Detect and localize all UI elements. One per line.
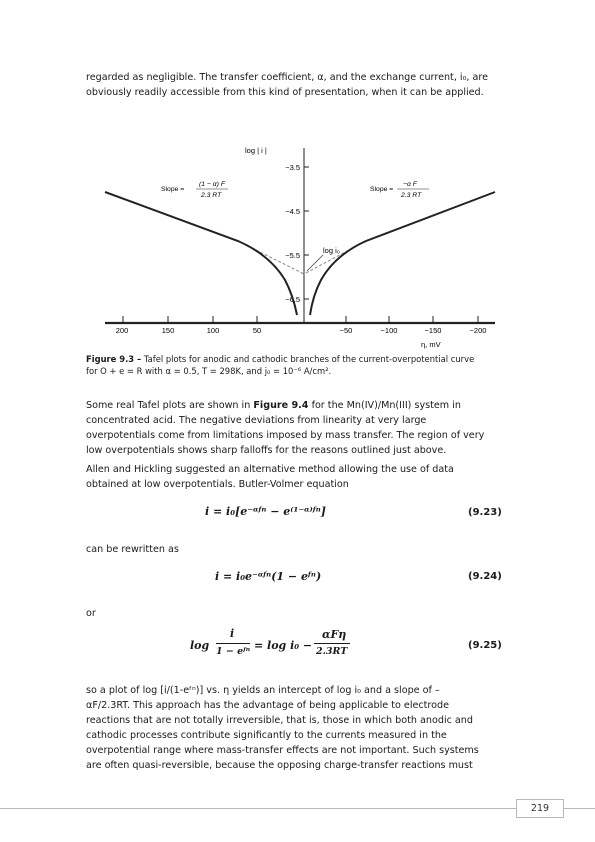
para2-line: concentrated acid. The negative deviations from linearity at very large — [86, 415, 427, 426]
x-tick-label: −50 — [339, 326, 353, 335]
x-tick-label: 50 — [252, 326, 262, 335]
para4-line: are often quasi-reversible, because the opposing charge-transfer reactions must — [86, 760, 473, 771]
x-tick-label: 100 — [206, 326, 220, 335]
eq925-frac2-bar — [314, 643, 350, 644]
eq925-frac1-den: 1 − eᶠⁿ — [216, 646, 251, 657]
para3-line: obtained at low overpotentials. Butler-Volmer equation — [86, 479, 349, 490]
para4-line: overpotential range where mass-transfer effects are not important. Such systems — [86, 745, 479, 756]
equation-9-23-number: (9.23) — [468, 507, 502, 518]
intro-line-1: regarded as negligible. The transfer coefficient, α, and the exchange current, i₀, are — [86, 72, 489, 83]
eq925-frac1-bar — [216, 643, 250, 644]
or-text: or — [86, 608, 96, 619]
caption-text-1: Tafel plots for anodic and cathodic branches of the current-overpotential curve — [141, 354, 475, 364]
para2-line: low overpotentials shows sharp falloffs for the reasons outlined just above. — [86, 445, 447, 456]
para4-line: cathodic processes contribute significantly to the currents measured in the — [86, 730, 447, 741]
slope-right-prefix: Slope = — [370, 186, 394, 193]
equation-9-23: i = i₀[e⁻ᵅᶠⁿ − e⁽¹⁻ᵅ⁾ᶠⁿ] — [205, 505, 327, 518]
anodic-branch-curve — [105, 192, 297, 315]
para4-line: αF/2.3RT. This approach has the advantage of being applicable to electrode — [86, 700, 450, 711]
y-tick-label: −6.5 — [285, 295, 300, 304]
para4-line: so a plot of log [i/(1-eᶠⁿ)] vs. η yields an intercept of log i₀ and a slope of – — [86, 685, 440, 696]
y-tick-label: −3.5 — [285, 163, 300, 172]
eq925-frac2-num: αFη — [322, 628, 347, 641]
para2-text-a: Some real Tafel plots are shown in — [86, 400, 251, 411]
slope-right-denominator: 2.3 RT — [401, 192, 422, 199]
slope-right-numerator: −α F — [403, 181, 417, 188]
slope-left-numerator: (1 − α) F — [199, 181, 225, 188]
paragraph-plot-description — [86, 683, 511, 773]
footer-rule — [0, 808, 595, 809]
eq925-middle: = log i₀ − — [254, 639, 313, 652]
figure-caption — [86, 354, 516, 377]
eq925-frac2-den: 2.3RT — [316, 646, 348, 657]
page-number: 219 — [516, 799, 564, 818]
para3-line: Allen and Hickling suggested an alternative method allowing the use of data — [86, 464, 454, 475]
tafel-plot-figure — [95, 140, 505, 355]
rewritten-text: can be rewritten as — [86, 544, 179, 555]
x-tick-label: 150 — [161, 326, 175, 335]
eq925-frac1-num: i — [230, 627, 235, 640]
slope-left-prefix: Slope = — [161, 186, 185, 193]
y-axis-label: log | i | — [245, 146, 267, 155]
x-tick-label: −100 — [380, 326, 398, 335]
equation-9-24-number: (9.24) — [468, 571, 502, 582]
eq925-log: log — [190, 639, 210, 652]
equation-9-24: i = i₀e⁻ᵅᶠⁿ(1 − eᶠⁿ) — [215, 570, 322, 583]
caption-text-2: for O + e = R with α = 0.5, T = 298K, and j₀ = 10⁻⁶ A/cm². — [86, 365, 332, 376]
para2-line: overpotentials come from limitations imposed by mass transfer. The region of very — [86, 430, 485, 441]
figure-9-4-link[interactable]: Figure 9.4 — [253, 400, 309, 411]
paragraph-allen-hickling — [86, 462, 511, 492]
x-tick-label: −150 — [424, 326, 442, 335]
y-tick-label: −4.5 — [285, 207, 300, 216]
equation-9-25-number: (9.25) — [468, 640, 502, 651]
x-axis-label: η, mV — [421, 340, 441, 349]
para2-text-b: for the Mn(IV)/Mn(III) system in — [311, 400, 461, 411]
caption-label: Figure 9.3 – — [86, 354, 142, 364]
intro-paragraph — [86, 70, 511, 100]
slope-left-denominator: 2.3 RT — [201, 192, 222, 199]
log-i0-label: log i₀ — [323, 246, 340, 255]
x-tick-label: 200 — [115, 326, 129, 335]
y-tick-label: −5.5 — [285, 251, 300, 260]
equation-9-25 — [190, 625, 360, 665]
x-tick-label: −200 — [469, 326, 487, 335]
para4-line: reactions that are not totally irreversible, that is, those in which both anodic and — [86, 715, 473, 726]
intro-line-2: obviously readily accessible from this kind of presentation, when it can be applied. — [86, 87, 484, 98]
paragraph-real-tafel — [86, 398, 511, 458]
